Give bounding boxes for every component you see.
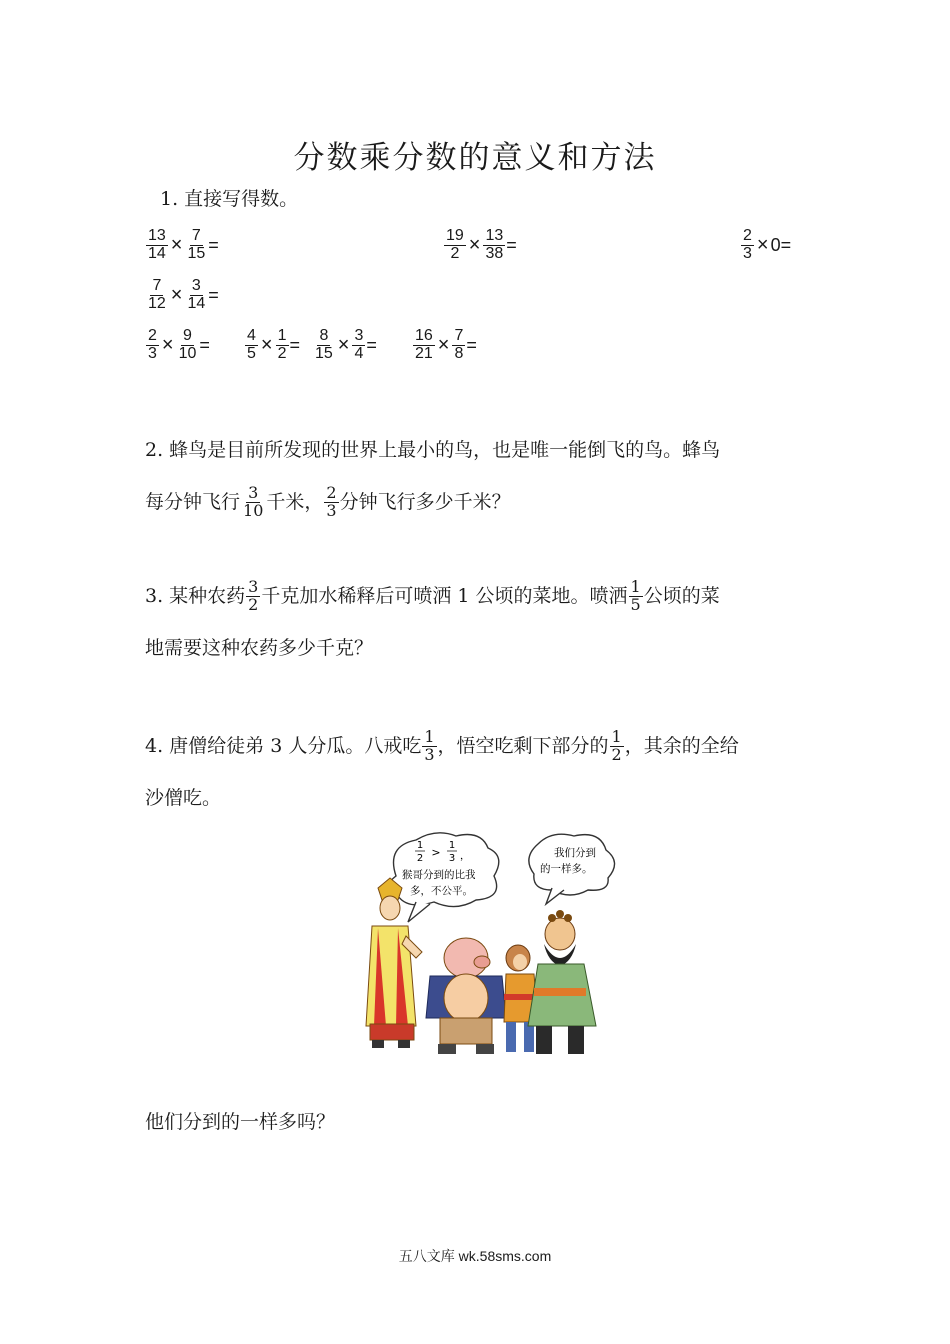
q1-expr-5 — [145, 328, 210, 363]
q4-line-2: 沙僧吃。 — [145, 787, 222, 809]
numerator: 7 — [454, 327, 464, 344]
numerator: 19 — [446, 227, 464, 244]
svg-text:>: > — [431, 846, 441, 859]
numerator: 3 — [248, 576, 259, 596]
numerator: 3 — [191, 277, 201, 294]
denominator: 38 — [485, 244, 504, 262]
q2-text — [145, 424, 815, 528]
q1-label: 1. 直接写得数。 — [160, 188, 299, 210]
fraction — [483, 228, 505, 263]
numerator: 3 — [248, 482, 259, 502]
denominator: 3 — [148, 344, 157, 362]
times-sign: × — [170, 283, 183, 306]
svg-text:1: 1 — [448, 840, 456, 851]
q3-text — [145, 570, 815, 674]
equals-sign: = — [208, 284, 219, 305]
denominator: 2 — [277, 344, 287, 362]
equals-sign: = — [506, 234, 517, 255]
fraction — [741, 228, 754, 263]
numerator: 2 — [743, 227, 752, 244]
numerator: 3 — [354, 327, 364, 344]
denominator: 2 — [611, 744, 622, 764]
numerator: 7 — [191, 227, 201, 244]
times-sign: × — [170, 233, 183, 256]
fraction — [352, 328, 365, 363]
denominator: 8 — [454, 344, 464, 362]
numerator: 1 — [630, 576, 641, 596]
journey-west-illustration — [356, 826, 616, 1066]
q4-line-1: 4. 唐僧给徒弟 3 人分瓜。八戒吃 $\frac{1}{3}$ ，悟空吃剩下部分的 $\frac{1}{2}$ ，其余的全给 — [145, 726, 739, 764]
times-sign: × — [260, 333, 273, 356]
times-sign: × — [437, 333, 450, 356]
denominator: 2 — [450, 244, 460, 262]
fraction — [610, 726, 624, 764]
equals-sign: = — [366, 334, 377, 355]
svg-text:多，不公平。: 多，不公平。 — [410, 885, 473, 897]
denominator: 12 — [148, 294, 166, 312]
q1-expr-6 — [244, 328, 300, 363]
fraction — [146, 328, 159, 363]
fraction — [146, 278, 168, 313]
denominator: 21 — [415, 344, 433, 362]
numerator: 13 — [485, 227, 504, 244]
q1-expr-3 — [740, 228, 791, 263]
svg-text:1: 1 — [416, 840, 424, 851]
q1-expr-2 — [443, 228, 517, 263]
svg-text:2: 2 — [416, 853, 424, 864]
denominator: 3 — [424, 744, 435, 764]
numerator: 1 — [424, 726, 435, 746]
svg-text:我们分到: 我们分到 — [554, 847, 596, 859]
equals-sign: = — [199, 334, 210, 355]
numerator: 2 — [326, 482, 337, 502]
times-sign: × — [161, 333, 174, 356]
denominator: 14 — [187, 294, 206, 312]
fraction — [185, 278, 207, 313]
svg-text:猴哥分到的比我: 猴哥分到的比我 — [402, 869, 476, 881]
q4-text — [145, 720, 815, 824]
times-sign: × — [337, 333, 350, 356]
q3-line-1: 3. 某种农药 $\frac{3}{2}$ 千克加水稀释后可喷洒 1 公顷的菜地。喷洒 $\frac{1}{5}$ 公顷的菜 — [145, 576, 720, 614]
page-title: 分数乘分数的意义和方法 — [293, 140, 657, 176]
denominator: 2 — [248, 594, 259, 614]
denominator: 5 — [630, 594, 641, 614]
numerator: 8 — [319, 327, 329, 344]
svg-text:的一样多。: 的一样多。 — [540, 863, 593, 875]
fraction — [246, 576, 260, 614]
svg-text:，: ， — [460, 851, 470, 862]
speech-bubble-left — [388, 833, 498, 922]
denominator: 10 — [178, 344, 197, 362]
svg-text:3: 3 — [448, 853, 456, 864]
fraction — [444, 228, 466, 263]
q1-expr-7 — [312, 328, 377, 363]
denominator: 15 — [315, 344, 333, 362]
numerator: 4 — [247, 327, 256, 344]
fraction — [245, 328, 258, 363]
q1-expr-8 — [412, 328, 477, 363]
fraction — [629, 576, 643, 614]
footer-watermark: 五八文库 wk.58sms.com — [398, 1248, 552, 1264]
fraction — [177, 328, 199, 363]
numerator: 13 — [148, 227, 166, 244]
number: 0 — [770, 234, 781, 255]
times-sign: × — [468, 233, 481, 256]
fraction — [276, 328, 289, 363]
numerator: 16 — [415, 327, 433, 344]
denominator: 14 — [148, 244, 166, 262]
q1-expr-1 — [145, 228, 219, 263]
fraction — [146, 228, 168, 263]
numerator: 1 — [277, 327, 287, 344]
fraction — [452, 328, 465, 363]
q1-expr-4 — [145, 278, 219, 313]
denominator: 15 — [187, 244, 206, 262]
sandy-figure — [528, 910, 596, 1054]
fraction — [324, 482, 338, 520]
denominator: 4 — [354, 344, 364, 362]
fraction — [241, 482, 265, 520]
equals-sign: = — [208, 234, 219, 255]
q4-question: 他们分到的一样多吗？ — [145, 1111, 336, 1133]
denominator: 3 — [326, 500, 337, 520]
fraction — [185, 228, 207, 263]
numerator: 2 — [148, 327, 157, 344]
denominator: 5 — [247, 344, 256, 362]
numerator: 7 — [152, 277, 162, 294]
q2-line-2: 每分钟飞行 $\frac{3}{10}$ 千米， $\frac{2}{3}$ 分钟飞行多少千米？ — [145, 482, 511, 520]
numerator: 1 — [611, 726, 622, 746]
equals-sign: = — [289, 334, 301, 355]
numerator: 9 — [183, 327, 192, 344]
q2-line-1: 2. 蜂鸟是目前所发现的世界上最小的鸟，也是唯一能倒飞的鸟。蜂鸟 — [145, 439, 721, 461]
pigsy-figure — [426, 938, 506, 1054]
speech-bubble-right — [529, 834, 615, 904]
equals-sign: = — [466, 334, 477, 355]
fraction — [422, 726, 436, 764]
equals-sign: = — [780, 234, 792, 255]
fraction — [313, 328, 335, 363]
fraction — [413, 328, 435, 363]
denominator: 10 — [243, 500, 264, 520]
times-sign: × — [756, 233, 769, 256]
denominator: 3 — [743, 244, 752, 262]
q3-line-2: 地需要这种农药多少千克？ — [145, 637, 374, 659]
